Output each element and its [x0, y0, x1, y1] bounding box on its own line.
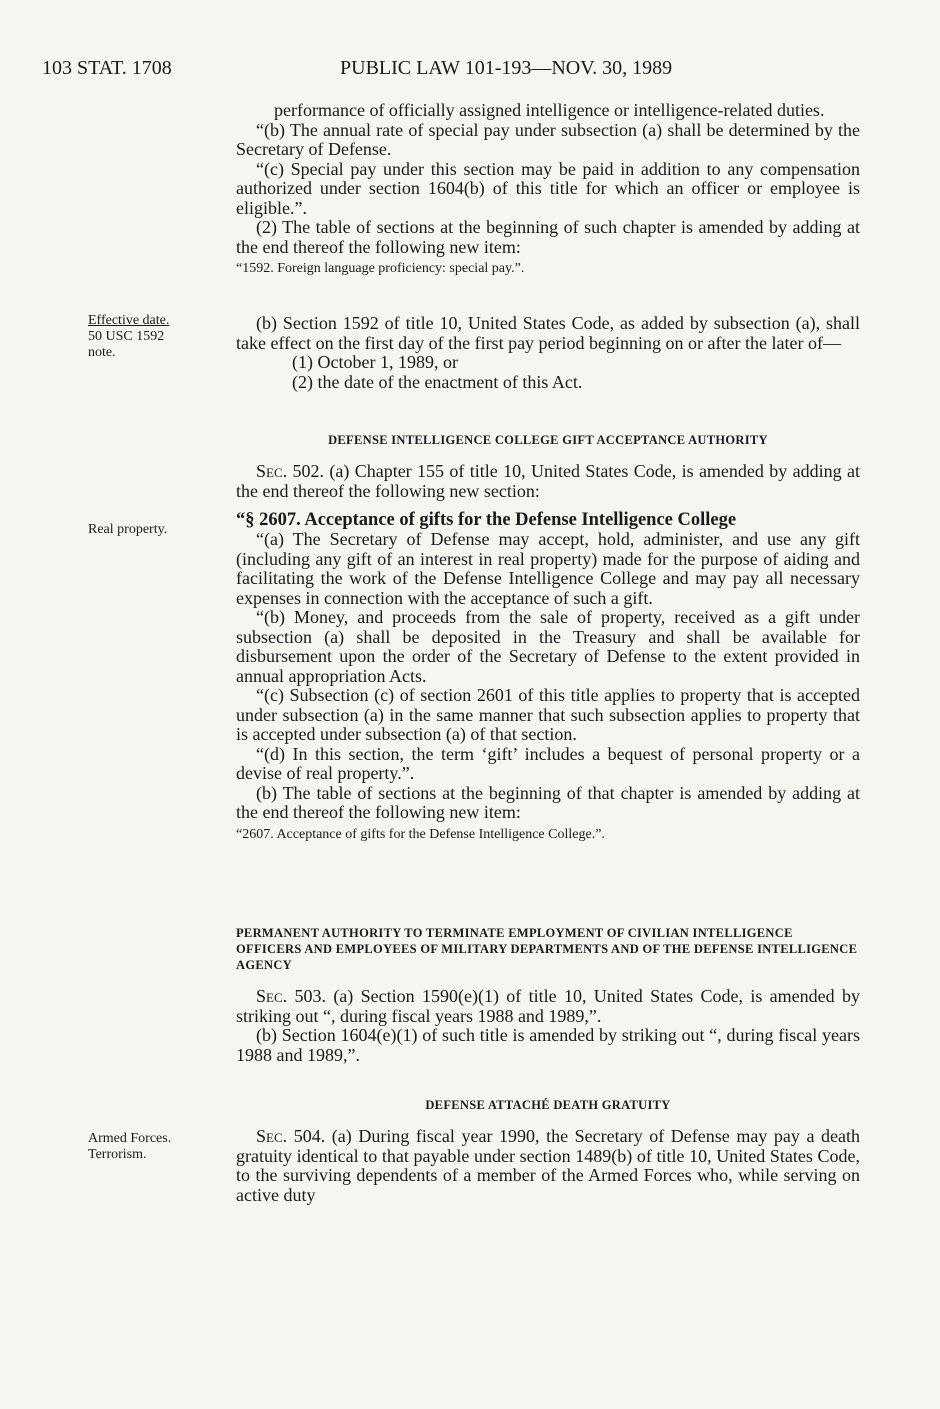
list-item: (2) the date of the enactment of this Act. — [292, 371, 583, 392]
margin-note-armed-forces — [88, 1131, 171, 1163]
sec-label: Sec. — [256, 986, 288, 1006]
margin-note-line: 50 USC 1592 — [88, 329, 165, 344]
paragraph: “(c) Subsection (c) of section 2601 of this title applies to property that is accepted under subsection (a) in the same manner that such subsection applies to property that is accepted under subsection (a) of that section. — [236, 685, 860, 744]
table-item: “2607. Acceptance of gifts for the Defense Intelligence College.”. — [236, 826, 605, 842]
sec-label: Sec. — [256, 1126, 288, 1146]
section-504 — [236, 1097, 860, 1205]
paragraph-text: 504. (a) During fiscal year 1990, the Secretary of Defense may pay a death gratuity identical to that payable under section 1489(b) of title 10, United States Code, to the surviving dependents of a member of the Armed Forces who, while serving on active duty — [236, 1126, 860, 1205]
paragraph-text: 502. (a) Chapter 155 of title 10, United States Code, is amended by adding at the end thereof the following new section: — [236, 461, 860, 501]
table-item: “1592. Foreign language proficiency: special pay.”. — [236, 261, 525, 276]
paragraph — [236, 987, 860, 1026]
section-heading: DEFENSE INTELLIGENCE COLLEGE GIFT ACCEPTANCE AUTHORITY — [328, 433, 768, 447]
margin-note-line: note. — [88, 345, 116, 360]
text-block-effective-date — [236, 314, 860, 392]
text-block-special-pay — [236, 101, 860, 277]
margin-note-line: Armed Forces. — [88, 1131, 172, 1146]
paragraph — [236, 1127, 860, 1205]
paragraph: “(b) Money, and proceeds from the sale of property, received as a gift under subsection (a) shall be deposited in the Treasury and shall be available for disbursement upon the order of the Secretary of Defense to the extent provided in annual appropriation Acts. — [236, 607, 860, 686]
public-law-title: PUBLIC LAW 101-193—NOV. 30, 1989 — [340, 57, 673, 79]
paragraph: (b) Section 1604(e)(1) of such title is amended by striking out “, during fiscal years 1988 and 1989,”. — [236, 1025, 860, 1065]
section-heading: PERMANENT AUTHORITY TO TERMINATE EMPLOYMENT OF CIVILIAN INTELLIGENCE OFFICERS AND EMPLOYEES OF MILITARY DEPARTMENTS AND OF THE DEFENSE INTELLIGENCE AGENCY — [236, 926, 858, 972]
paragraph: (b) Section 1592 of title 10, United States Code, as added by subsection (a), shall take effect on the first day of the first pay period beginning on or after the later of— — [236, 313, 860, 353]
sec-label: Sec. — [256, 461, 288, 481]
margin-note-line: Terrorism. — [88, 1147, 147, 1162]
paragraph: performance of officially assigned intelligence or intelligence-related duties. — [274, 100, 825, 120]
stat-page-number: 103 STAT. 1708 — [42, 57, 172, 79]
margin-note-line: Real property. — [88, 522, 168, 537]
section-heading: DEFENSE ATTACHÉ DEATH GRATUITY — [425, 1098, 671, 1112]
margin-note-line: Effective date. — [88, 313, 170, 328]
paragraph: (b) The table of sections at the beginning of that chapter is amended by adding at the end thereof the following new item: — [236, 782, 860, 822]
margin-note-real-property — [88, 522, 167, 538]
section-502 — [236, 432, 860, 843]
section-503 — [236, 925, 860, 1065]
paragraph: “(a) The Secretary of Defense may accept, hold, administer, and use any gift (including any gift of an interest in real property) made for the purpose of aiding and facilitating the work of the Defense Intelligence College and may pay all necessary expenses in connection with the acceptance of such a gift. — [236, 529, 860, 608]
paragraph — [236, 462, 860, 501]
paragraph-text: 503. (a) Section 1590(e)(1) of title 10, United States Code, is amended by striking out “, during fiscal years 1988 and 1989,”. — [236, 986, 860, 1026]
paragraph: “(b) The annual rate of special pay under subsection (a) shall be determined by the Secretary of Defense. — [236, 119, 860, 159]
paragraph: “(c) Special pay under this section may be paid in addition to any compensation authorized under section 1604(b) of this title for which an officer or employee is eligible.”. — [236, 158, 860, 218]
paragraph: (2) The table of sections at the beginning of such chapter is amended by adding at the end thereof the following new item: — [236, 217, 860, 257]
section-title: “§ 2607. Acceptance of gifts for the Defense Intelligence College — [236, 510, 737, 530]
paragraph: “(d) In this section, the term ‘gift’ includes a bequest of personal property or a devise of real property.”. — [236, 743, 860, 783]
margin-note-effective-date — [88, 313, 169, 361]
list-item: (1) October 1, 1989, or — [292, 352, 458, 372]
